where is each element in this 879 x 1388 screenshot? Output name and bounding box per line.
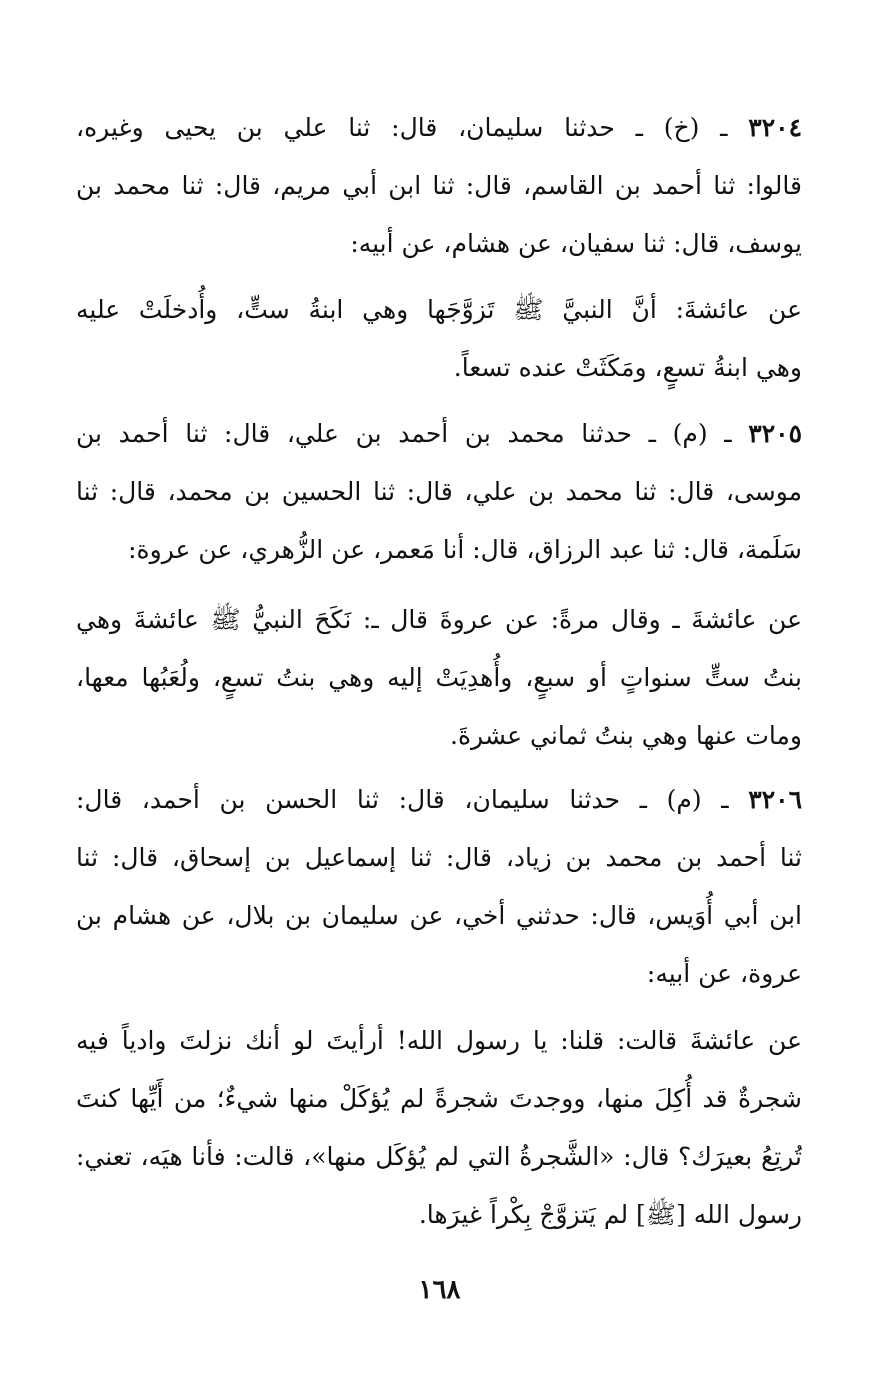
hadith-number: ٣٢٠٤: [748, 113, 802, 142]
text-line: عن عائشةَ قالت: قلنا: يا رسول الله! أرأيتَ لو أنك نزلتَ وادياً فيه: [76, 1026, 802, 1055]
text-line: ثنا أحمد بن محمد بن زياد، قال: ثنا إسماعيل بن إسحاق، قال: ثنا: [76, 843, 802, 872]
hadith-3206-matn: [76, 1012, 802, 1244]
hadith-3204-isnad: [76, 99, 802, 273]
text-line: سَلَمة، قال: ثنا عبد الرزاق، قال: أنا مَعمر، عن الزُّهري، عن عروة:: [128, 535, 802, 564]
hadith-3206-isnad: [76, 771, 802, 1003]
text-line: وهي ابنةُ تسعٍ، ومَكَثَتْ عنده تسعاً.: [453, 353, 802, 382]
hadith-number: ٣٢٠٥: [748, 419, 802, 448]
hadith-3204-matn: [76, 281, 802, 397]
text-line: ابن أبي أُوَيس، قال: حدثني أخي، عن سليمان بن بلال، عن هشام بن: [76, 901, 802, 930]
hadith-3205-matn: [76, 591, 802, 765]
text-line: [76, 99, 802, 157]
page-number: ١٦٨: [418, 1275, 461, 1305]
hadith-3205-isnad: [76, 405, 802, 579]
text-line: عن عائشةَ: أنَّ النبيَّ ﷺ تَزوَّجَها وهي ابنةُ ستٍّ، وأُدخلَتْ عليه: [76, 295, 802, 324]
text-line: تُرتِعُ بعيرَك؟ قال: «الشَّجرةُ التي لم يُؤكَل منها»، قالت: فأنا هيَه، تعني:: [76, 1142, 802, 1171]
text-line: [76, 771, 802, 829]
text-line: يوسف، قال: ثنا سفيان، عن هشام، عن أبيه:: [350, 229, 802, 258]
text-line: ومات عنها وهي بنتُ ثماني عشرةَ.: [450, 721, 802, 750]
isnad-text: ـ (خ) ـ حدثنا سليمان، قال: ثنا علي بن يحيى وغيره،: [76, 113, 749, 142]
text-line: عن عائشةَ ـ وقال مرةً: عن عروةَ قال ـ: نَكَحَ النبيُّ ﷺ عائشةَ وهي: [76, 605, 802, 634]
text-line: عروة، عن أبيه:: [646, 959, 802, 988]
isnad-text: ـ (م) ـ حدثنا سليمان، قال: ثنا الحسن بن أحمد، قال:: [76, 785, 749, 814]
isnad-text: ـ (م) ـ حدثنا محمد بن أحمد بن علي، قال: ثنا أحمد بن: [76, 419, 749, 448]
text-line: رسول الله [ﷺ] لم يَتزوَّجْ بِكْراً غيرَها.: [418, 1200, 802, 1229]
text-line: شجرةٌ قد أُكِلَ منها، ووجدتَ شجرةً لم يُؤكَلْ منها شيءٌ؛ من أَيِّها كنتَ: [76, 1084, 802, 1113]
text-line: بنتُ ستٍّ سنواتٍ أو سبعٍ، وأُهدِيَتْ إليه وهي بنتُ تسعٍ، ولُعَبُها معها،: [76, 663, 802, 692]
text-line: قالوا: ثنا أحمد بن القاسم، قال: ثنا ابن أبي مريم، قال: ثنا محمد بن: [76, 171, 802, 200]
text-line: موسى، قال: ثنا محمد بن علي، قال: ثنا الحسين بن محمد، قال: ثنا: [76, 477, 802, 506]
hadith-number: ٣٢٠٦: [748, 785, 802, 814]
text-line: [76, 405, 802, 463]
